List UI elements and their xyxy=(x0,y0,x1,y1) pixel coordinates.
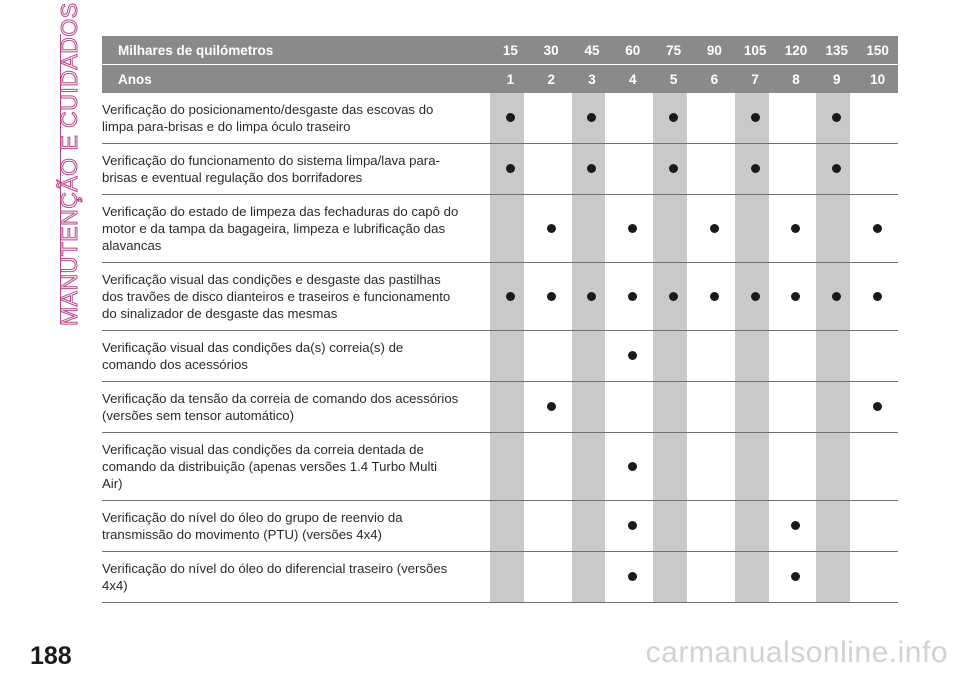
table-row xyxy=(102,382,898,433)
table-row xyxy=(102,195,898,263)
table-row xyxy=(102,331,898,382)
row-description: Verificação do funcionamento do sistema limpa/lava para-brisas e eventual regulação dos borrifadores xyxy=(102,144,490,195)
schedule-cell xyxy=(735,144,776,195)
schedule-cell xyxy=(857,263,898,331)
schedule-cell xyxy=(653,501,694,552)
schedule-cell xyxy=(612,433,653,501)
schedule-cell xyxy=(572,331,613,382)
row-description: Verificação da tensão da correia de comando dos acessórios (versões sem tensor automático) xyxy=(102,382,490,433)
header-km-value: 45 xyxy=(572,36,613,65)
schedule-cell xyxy=(776,93,817,144)
schedule-cell xyxy=(857,382,898,433)
row-description: Verificação do nível do óleo do diferencial traseiro (versões 4x4) xyxy=(102,552,490,603)
schedule-cell xyxy=(490,93,531,144)
schedule-cell xyxy=(735,433,776,501)
row-description: Verificação visual das condições da correia dentada de comando da distribuição (apenas versões 1.4 Turbo Multi Air) xyxy=(102,433,490,501)
check-dot-icon xyxy=(547,292,556,301)
header-years-label: Anos xyxy=(102,65,490,94)
schedule-cell xyxy=(612,501,653,552)
schedule-cell xyxy=(653,331,694,382)
schedule-cell xyxy=(531,433,572,501)
check-dot-icon xyxy=(873,292,882,301)
schedule-cell xyxy=(816,144,857,195)
schedule-cell xyxy=(735,195,776,263)
header-year-value: 9 xyxy=(816,65,857,94)
check-dot-icon xyxy=(628,572,637,581)
schedule-cell xyxy=(653,195,694,263)
row-description: Verificação visual das condições e desgaste das pastilhas dos travões de disco dianteiros e traseiros e funcionamento do sinalizador de desgaste das mesmas xyxy=(102,263,490,331)
schedule-cell xyxy=(816,382,857,433)
schedule-cell xyxy=(776,195,817,263)
schedule-cell xyxy=(816,195,857,263)
check-dot-icon xyxy=(791,292,800,301)
schedule-cell xyxy=(694,195,735,263)
check-dot-icon xyxy=(751,113,760,122)
check-dot-icon xyxy=(587,292,596,301)
schedule-cell xyxy=(653,433,694,501)
schedule-cell xyxy=(694,501,735,552)
schedule-cell xyxy=(490,195,531,263)
header-year-value: 7 xyxy=(735,65,776,94)
schedule-cell xyxy=(612,144,653,195)
check-dot-icon xyxy=(751,164,760,173)
check-dot-icon xyxy=(587,164,596,173)
schedule-cell xyxy=(694,93,735,144)
schedule-cell xyxy=(531,331,572,382)
schedule-cell xyxy=(572,552,613,603)
schedule-cell xyxy=(653,144,694,195)
schedule-cell xyxy=(857,144,898,195)
schedule-cell xyxy=(694,263,735,331)
schedule-cell xyxy=(572,195,613,263)
check-dot-icon xyxy=(628,462,637,471)
schedule-cell xyxy=(490,263,531,331)
watermark: carmanualsonline.info xyxy=(645,636,948,669)
schedule-cell xyxy=(531,382,572,433)
schedule-cell xyxy=(572,263,613,331)
schedule-cell xyxy=(612,382,653,433)
schedule-cell xyxy=(857,552,898,603)
header-year-value: 2 xyxy=(531,65,572,94)
check-dot-icon xyxy=(873,224,882,233)
check-dot-icon xyxy=(873,402,882,411)
schedule-cell xyxy=(694,433,735,501)
schedule-cell xyxy=(653,382,694,433)
header-year-value: 3 xyxy=(572,65,613,94)
schedule-cell xyxy=(694,144,735,195)
schedule-cell xyxy=(857,195,898,263)
check-dot-icon xyxy=(628,224,637,233)
check-dot-icon xyxy=(751,292,760,301)
page-number: 188 xyxy=(30,642,72,670)
schedule-cell xyxy=(531,501,572,552)
check-dot-icon xyxy=(669,164,678,173)
row-description: Verificação do posicionamento/desgaste das escovas do limpa para-brisas e do limpa óculo traseiro xyxy=(102,93,490,144)
table-row xyxy=(102,501,898,552)
schedule-cell xyxy=(816,552,857,603)
schedule-cell xyxy=(490,552,531,603)
table-row xyxy=(102,263,898,331)
schedule-cell xyxy=(816,263,857,331)
schedule-cell xyxy=(572,144,613,195)
schedule-cell xyxy=(531,195,572,263)
header-year-value: 5 xyxy=(653,65,694,94)
schedule-cell xyxy=(735,552,776,603)
header-row-years xyxy=(102,65,898,94)
check-dot-icon xyxy=(832,113,841,122)
header-km-value: 90 xyxy=(694,36,735,65)
header-km-value: 15 xyxy=(490,36,531,65)
check-dot-icon xyxy=(832,292,841,301)
schedule-cell xyxy=(776,331,817,382)
schedule-cell xyxy=(531,552,572,603)
schedule-cell xyxy=(776,433,817,501)
schedule-cell xyxy=(490,382,531,433)
schedule-cell xyxy=(694,331,735,382)
schedule-cell xyxy=(857,433,898,501)
table-row xyxy=(102,552,898,603)
header-year-value: 4 xyxy=(612,65,653,94)
schedule-cell xyxy=(694,552,735,603)
schedule-cell xyxy=(857,331,898,382)
check-dot-icon xyxy=(669,113,678,122)
table-row xyxy=(102,144,898,195)
check-dot-icon xyxy=(669,292,678,301)
check-dot-icon xyxy=(710,224,719,233)
schedule-cell xyxy=(490,433,531,501)
schedule-cell xyxy=(612,331,653,382)
check-dot-icon xyxy=(832,164,841,173)
check-dot-icon xyxy=(506,113,515,122)
schedule-cell xyxy=(612,263,653,331)
schedule-cell xyxy=(735,501,776,552)
schedule-cell xyxy=(612,552,653,603)
table-row xyxy=(102,93,898,144)
check-dot-icon xyxy=(710,292,719,301)
check-dot-icon xyxy=(587,113,596,122)
check-dot-icon xyxy=(791,572,800,581)
maintenance-schedule-table xyxy=(102,36,898,603)
check-dot-icon xyxy=(506,164,515,173)
schedule-cell xyxy=(816,501,857,552)
schedule-cell xyxy=(735,263,776,331)
schedule-cell xyxy=(694,382,735,433)
check-dot-icon xyxy=(791,224,800,233)
check-dot-icon xyxy=(628,521,637,530)
schedule-cell xyxy=(531,144,572,195)
schedule-cell xyxy=(572,501,613,552)
row-description: Verificação do estado de limpeza das fechaduras do capô do motor e da tampa da bagageira, limpeza e lubrificação das alavancas xyxy=(102,195,490,263)
schedule-cell xyxy=(490,144,531,195)
schedule-cell xyxy=(490,501,531,552)
schedule-cell xyxy=(857,93,898,144)
check-dot-icon xyxy=(547,224,556,233)
schedule-cell xyxy=(612,195,653,263)
header-km-value: 120 xyxy=(776,36,817,65)
header-km-value: 150 xyxy=(857,36,898,65)
header-year-value: 1 xyxy=(490,65,531,94)
schedule-cell xyxy=(572,433,613,501)
row-description: Verificação visual das condições da(s) correia(s) de comando dos acessórios xyxy=(102,331,490,382)
schedule-cell xyxy=(776,501,817,552)
header-year-value: 6 xyxy=(694,65,735,94)
header-km-value: 105 xyxy=(735,36,776,65)
schedule-cell xyxy=(612,93,653,144)
header-km-value: 135 xyxy=(816,36,857,65)
schedule-cell xyxy=(572,93,613,144)
schedule-cell xyxy=(816,331,857,382)
schedule-cell xyxy=(653,552,694,603)
row-description: Verificação do nível do óleo do grupo de reenvio da transmissão do movimento (PTU) (versões 4x4) xyxy=(102,501,490,552)
schedule-cell xyxy=(735,331,776,382)
check-dot-icon xyxy=(628,351,637,360)
schedule-cell xyxy=(531,263,572,331)
header-year-value: 10 xyxy=(857,65,898,94)
header-km-value: 30 xyxy=(531,36,572,65)
schedule-cell xyxy=(816,433,857,501)
schedule-cell xyxy=(776,552,817,603)
schedule-cell xyxy=(776,382,817,433)
check-dot-icon xyxy=(547,402,556,411)
header-row-kilometers xyxy=(102,36,898,65)
schedule-cell xyxy=(816,93,857,144)
schedule-cell xyxy=(776,263,817,331)
schedule-cell xyxy=(653,93,694,144)
check-dot-icon xyxy=(506,292,515,301)
check-dot-icon xyxy=(791,521,800,530)
schedule-cell xyxy=(735,382,776,433)
header-km-label: Milhares de quilómetros xyxy=(102,36,490,65)
header-km-value: 60 xyxy=(612,36,653,65)
check-dot-icon xyxy=(628,292,637,301)
schedule-cell xyxy=(857,501,898,552)
table-row xyxy=(102,433,898,501)
schedule-cell xyxy=(653,263,694,331)
schedule-cell xyxy=(735,93,776,144)
schedule-cell xyxy=(531,93,572,144)
schedule-cell xyxy=(776,144,817,195)
header-year-value: 8 xyxy=(776,65,817,94)
section-side-title-text: MANUTENÇÃO E CUIDADOS xyxy=(56,2,82,326)
header-km-value: 75 xyxy=(653,36,694,65)
schedule-cell xyxy=(572,382,613,433)
schedule-cell xyxy=(490,331,531,382)
